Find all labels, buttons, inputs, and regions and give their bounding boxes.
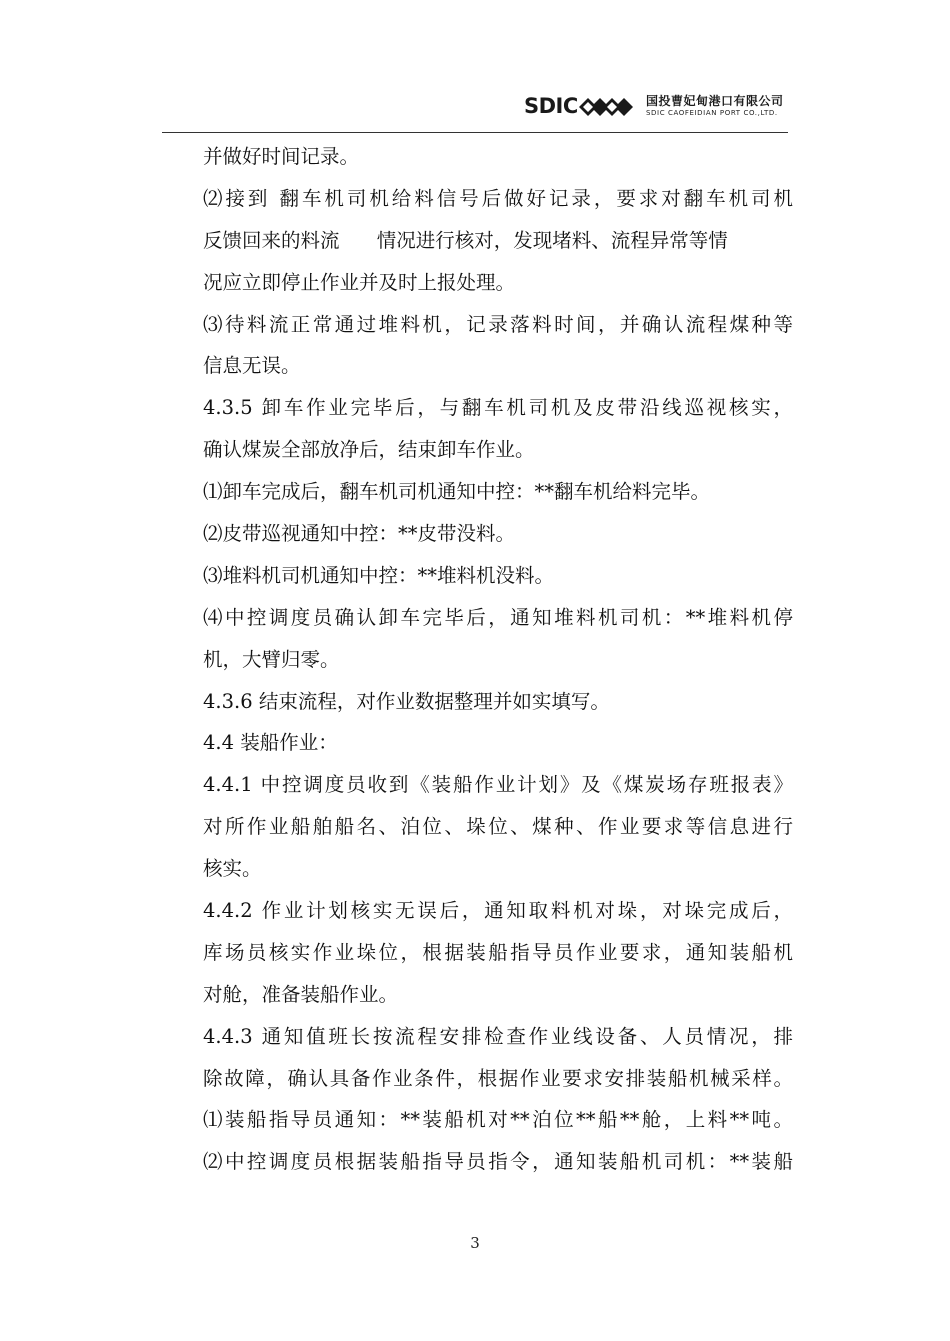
company-name-cn: 国投曹妃甸港口有限公司	[646, 94, 784, 108]
text-line: 4.4.3 通知值班长按流程安排检查作业线设备、人员情况，排	[203, 1024, 793, 1048]
text-line: 对所作业船舶船名、泊位、垛位、煤种、作业要求等信息进行	[203, 815, 793, 839]
text-line: ⑵接到 翻车机司机给料信号后做好记录，要求对翻车机司机	[203, 186, 793, 210]
text-line: 并做好时间记录。	[203, 145, 360, 168]
text-line: 信息无误。	[203, 354, 301, 378]
text-line: ⑴装船指导员通知：**装船机对**泊位**船**舱，上料**吨。	[203, 1108, 793, 1132]
text-line: 库场员核实作业垛位，根据装船指导员作业要求，通知装船机	[203, 940, 793, 964]
page-header	[524, 92, 794, 126]
text-line: 确认煤炭全部放净后，结束卸车作业。	[203, 438, 535, 462]
text-line: ⑶待料流正常通过堆料机，记录落料时间，并确认流程煤种等	[203, 312, 793, 336]
text-line: 对舱，准备装船作业。	[203, 982, 399, 1006]
text-line: 机，大臂归零。	[203, 647, 340, 671]
text-line: 反馈回来的料流 情况进行核对，发现堵料、流程异常等情	[203, 228, 728, 252]
document-body	[203, 136, 793, 1183]
text-line: 4.3.6 结束流程，对作业数据整理并如实填写。	[203, 689, 610, 713]
text-line: ⑶堆料机司机通知中控：**堆料机没料。	[203, 563, 555, 587]
text-line: ⑷中控调度员确认卸车完毕后，通知堆料机司机：**堆料机停	[203, 605, 793, 629]
text-line: ⑴卸车完成后，翻车机司机通知中控：**翻车机给料完毕。	[203, 480, 711, 504]
header-divider	[162, 132, 788, 133]
text-line: ⑵中控调度员根据装船指导员指令，通知装船机司机：**装船	[203, 1150, 793, 1174]
text-line: 4.4.1 中控调度员收到《装船作业计划》及《煤炭场存班报表》	[203, 773, 793, 797]
text-line: 除故障，确认具备作业条件，根据作业要求安排装船机械采样。	[203, 1066, 793, 1090]
text-line: ⑵皮带巡视通知中控：**皮带没料。	[203, 522, 516, 546]
company-name-en: SDIC CAOFEIDIAN PORT CO.,LTD.	[646, 109, 778, 117]
page-number: 3	[470, 1234, 480, 1252]
text-line: 4.3.5 卸车作业完毕后，与翻车机司机及皮带沿线巡视核实，	[203, 396, 793, 420]
text-line: 4.4.2 作业计划核实无误后，通知取料机对垛，对垛完成后，	[203, 899, 793, 923]
company-logo-text: SDIC	[524, 94, 578, 118]
company-logo-icon	[579, 96, 637, 118]
text-line: 核实。	[203, 857, 262, 881]
text-line: 况应立即停止作业并及时上报处理。	[203, 270, 516, 294]
section-heading: 4.4 装船作业：	[203, 731, 338, 755]
